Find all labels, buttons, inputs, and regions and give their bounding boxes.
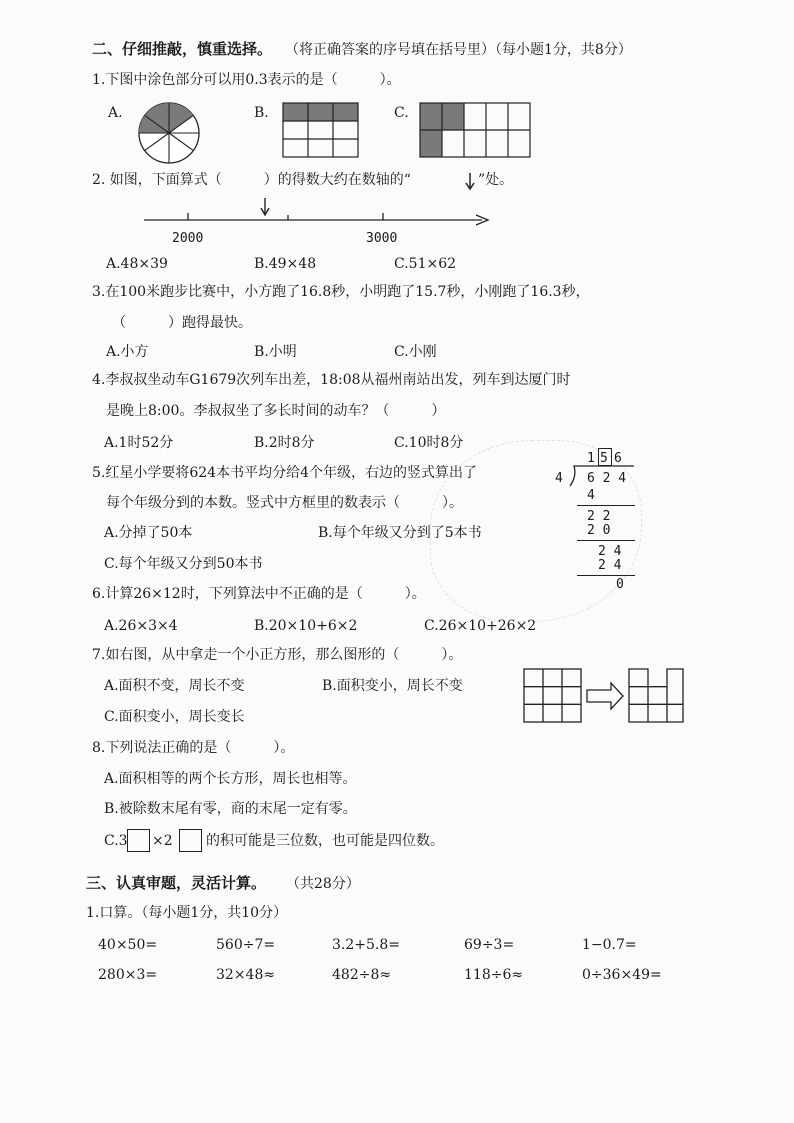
- oral-calc-title: 1.口算。（每小题1分，共10分）: [86, 905, 288, 921]
- section-3-title: 三、认真审题，灵活计算。: [86, 874, 267, 892]
- q2-stem-start: 2. 如图，下面算式（ ）的得数大约在数轴的“: [92, 172, 411, 188]
- quotient-digit: 6: [614, 451, 622, 466]
- oral-problem: 560÷7=: [216, 937, 276, 953]
- number-line-label-2000: 2000: [172, 231, 204, 246]
- oral-problem: 32×48≈: [216, 967, 276, 983]
- blank-box: [179, 829, 202, 852]
- q3-option-a: A.小方: [106, 344, 149, 360]
- down-arrow-icon: [464, 172, 476, 190]
- q4-option-b: B.2时8分: [254, 435, 315, 451]
- q4-stem-line1: 4.李叔叔坐动车G1679次列车出差，18:08从福州南站出发，列车到达厦门时: [92, 372, 571, 388]
- q3-stem-line1: 3.在100米跑步比赛中，小方跑了16.8秒，小明跑了15.7秒，小刚跑了16.3秒，: [92, 284, 590, 300]
- q6-option-c: C.26×10+26×2: [424, 618, 537, 634]
- q6-option-a: A.26×3×4: [104, 618, 178, 634]
- q2-option-b: B.49×48: [254, 256, 317, 272]
- division-step: 4: [587, 488, 595, 503]
- oral-problem: 118÷6≈: [464, 967, 524, 983]
- q8-option-c-start: C.3: [104, 833, 128, 849]
- q8-stem: 8.下列说法正确的是（ ）。: [92, 740, 295, 756]
- q5-stem-line1: 5.红星小学要将624本书平均分给4个年级，右边的竖式算出了: [92, 465, 477, 481]
- q8-option-c-middle: ×2: [152, 833, 173, 849]
- q2-number-line: [140, 198, 500, 234]
- dividend: 6 2 4: [587, 471, 627, 486]
- q3-stem-line2: （ ）跑得最快。: [112, 315, 252, 331]
- section-2-instruction: （将正确答案的序号填在括号里）（每小题1分，共8分）: [285, 42, 632, 58]
- oral-problem: 0÷36×49=: [582, 967, 662, 983]
- q1-stem: 1.下图中涂色部分可以用0.3表示的是（ ）。: [92, 72, 401, 88]
- q2-option-c: C.51×62: [394, 256, 457, 272]
- q1-option-b-label: B.: [254, 105, 269, 121]
- q1-figure-grid-b: [283, 103, 359, 159]
- quotient-boxed-digit: 5: [600, 451, 608, 466]
- division-step: 2 2: [587, 509, 611, 524]
- oral-problem: 280×3=: [98, 967, 158, 983]
- q7-option-b: B.面积变小，周长不变: [322, 678, 463, 694]
- q5-stem-line2: 每个年级分到的本数。竖式中方框里的数表示（ ）。: [106, 495, 463, 511]
- oral-problem: 40×50=: [98, 937, 158, 953]
- oral-problem: 1−0.7=: [582, 937, 637, 953]
- oral-problem: 482÷8≈: [332, 967, 392, 983]
- q8-option-b: B.被除数末尾有零，商的末尾一定有零。: [104, 801, 357, 817]
- divisor: 4: [555, 471, 563, 486]
- section-3-score: （共28分）: [286, 876, 360, 892]
- q7-option-c: C.面积变小，周长变长: [104, 709, 245, 725]
- q4-stem-line2: 是晚上8:00。李叔叔坐了多长时间的动车？（ ）: [106, 403, 446, 419]
- division-line: [577, 505, 635, 506]
- quotient-digit: 1: [587, 451, 595, 466]
- q7-figure: [523, 668, 685, 724]
- oral-problem: 69÷3=: [464, 937, 515, 953]
- division-step: 2 0: [587, 523, 611, 538]
- division-step: 2 4: [598, 558, 622, 573]
- oral-problem: 3.2+5.8=: [332, 937, 400, 953]
- q6-option-b: B.20×10+6×2: [254, 618, 358, 634]
- q3-option-c: C.小刚: [394, 344, 437, 360]
- q2-option-a: A.48×39: [106, 256, 168, 272]
- q7-option-a: A.面积不变，周长不变: [104, 678, 245, 694]
- q7-stem: 7.如右图，从中拿走一个小正方形，那么图形的（ ）。: [92, 647, 463, 663]
- q1-option-a-label: A.: [108, 105, 123, 121]
- division-line: [577, 540, 635, 541]
- q1-figure-circle: [138, 102, 202, 166]
- division-remainder: 0: [616, 577, 624, 592]
- q6-stem: 6.计算26×12时，下列算法中不正确的是（ ）。: [92, 586, 426, 602]
- q1-figure-grid-c: [420, 103, 532, 159]
- section-2-title: 二、仔细推敲，慎重选择。: [92, 40, 273, 58]
- q8-option-a: A.面积相等的两个长方形，周长也相等。: [104, 771, 357, 787]
- division-step: 2 4: [598, 544, 622, 559]
- q5-option-a: A.分掉了50本: [104, 525, 193, 541]
- q2-stem-end: ”处。: [478, 172, 514, 188]
- division-line: [577, 575, 635, 576]
- q1-option-c-label: C.: [394, 105, 409, 121]
- q3-option-b: B.小明: [254, 344, 297, 360]
- q5-option-c: C.每个年级又分到50本书: [104, 556, 263, 572]
- number-line-label-3000: 3000: [366, 231, 398, 246]
- q8-option-c-end: 的积可能是三位数，也可能是四位数。: [206, 833, 444, 849]
- q5-option-b: B.每个年级又分到了5本书: [318, 525, 482, 541]
- q4-option-a: A.1时52分: [104, 435, 174, 451]
- blank-box: [127, 829, 150, 852]
- q4-option-c: C.10时8分: [394, 435, 464, 451]
